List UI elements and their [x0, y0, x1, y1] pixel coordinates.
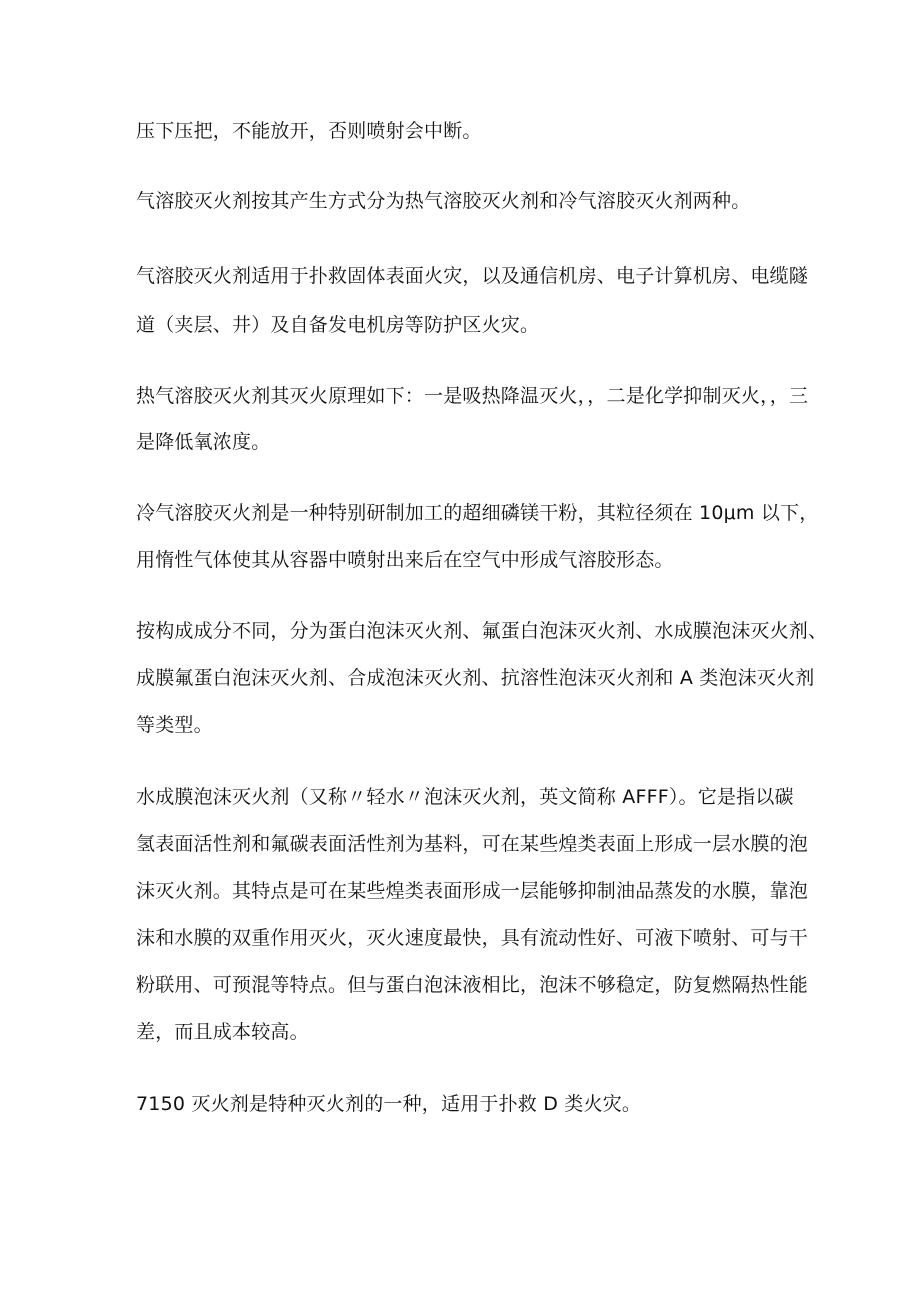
- text-line: 气溶胶灭火剂适用于扑救固体表面火灾，以及通信机房、电子计算机房、电缆隧: [136, 265, 809, 287]
- text-line: 按构成成分不同，分为蛋白泡沫灭火剂、氟蛋白泡沫灭火剂、水成膜泡沫灭火剂、: [136, 620, 828, 642]
- text-line: 7150 灭火剂是特种灭火剂的一种，适用于扑救 D 类火灾。: [136, 1093, 642, 1115]
- text-line: 水成膜泡沫灭火剂（又称〃轻水〃泡沫灭火剂，英文简称 AFFF）。它是指以碳: [136, 786, 794, 808]
- text-line: 差，而且成本较高。: [136, 1021, 309, 1043]
- text-line: 压下压把，不能放开，否则喷射会中断。: [136, 120, 482, 142]
- text-line: 氢表面活性剂和氟碳表面活性剂为基料，可在某些煌类表面上形成一层水膜的泡: [136, 833, 809, 855]
- text-line: 是降低氧浓度。: [136, 431, 271, 453]
- text-line: 气溶胶灭火剂按其产生方式分为热气溶胶灭火剂和冷气溶胶灭火剂两种。: [136, 190, 751, 212]
- text-line: 冷气溶胶灭火剂是一种特别研制加工的超细磷镁干粉，其粒径须在 10μm 以下，: [136, 502, 819, 524]
- text-line: 成膜氟蛋白泡沫灭火剂、合成泡沫灭火剂、抗溶性泡沫灭火剂和 A 类泡沫灭火剂: [136, 667, 815, 689]
- text-line: 粉联用、可预混等特点。但与蛋白泡沫液相比，泡沫不够稳定，防复燃隔热性能: [136, 974, 809, 996]
- text-line: 用惰性气体使其从容器中喷射出来后在空气中形成气溶胶形态。: [136, 549, 674, 571]
- text-line: 沫和水膜的双重作用灭火，灭火速度最快，具有流动性好、可液下喷射、可与干: [136, 927, 809, 949]
- text-line: 等类型。: [136, 714, 213, 736]
- text-line: 热气溶胶灭火剂其灭火原理如下：一是吸热降温灭火，，二是化学抑制灭火，，三: [136, 385, 809, 407]
- text-line: 道（夹层、井）及自备发电机房等防护区火灾。: [136, 314, 540, 336]
- text-line: 沫灭火剂。其特点是可在某些煌类表面形成一层能够抑制油品蒸发的水膜，靠泡: [136, 880, 809, 902]
